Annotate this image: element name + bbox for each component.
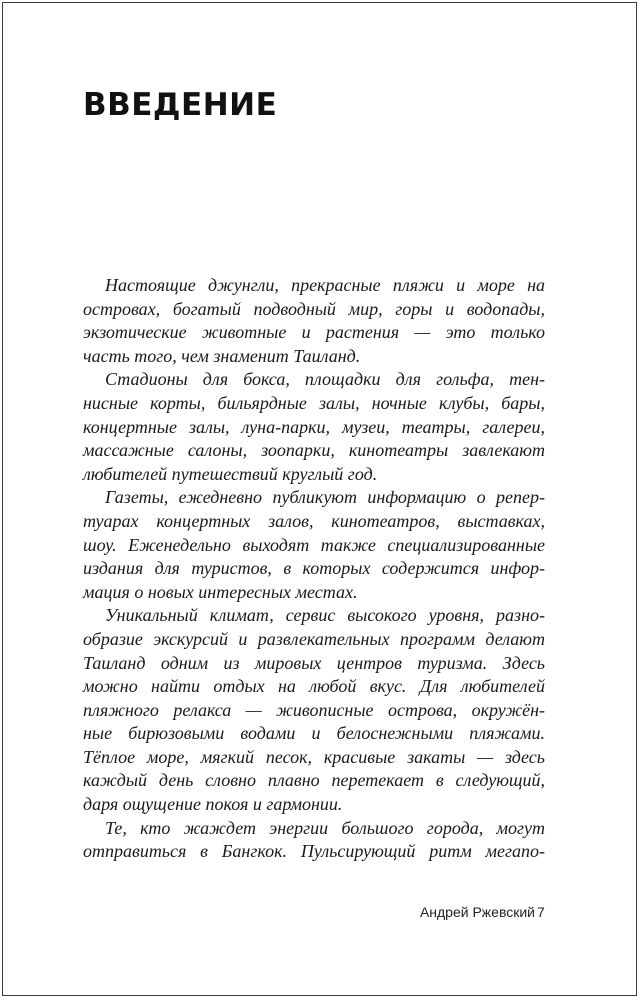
running-footer-author: Андрей Ржевский — [419, 904, 535, 920]
text-line: отправиться в Бангкок. Пульсирующий ритм мегапо- — [83, 841, 545, 862]
text-line: можно найти отдых на любой вкус. Для любителей — [83, 676, 545, 697]
chapter-title: ВВЕДЕНИЕ — [83, 87, 278, 123]
page-number: 7 — [537, 904, 545, 920]
book-page — [2, 2, 637, 996]
text-line: Стадионы для бокса, площадки для гольфа, тен- — [105, 369, 545, 390]
text-line: даря ощущение покоя и гармонии. — [83, 794, 343, 815]
text-line: экзотические животные и растения — это только — [83, 322, 545, 343]
text-line: пляжного релакса — живописные острова, окружён- — [83, 699, 545, 720]
text-line: концертные залы, луна-парки, музеи, театры, галереи, — [83, 416, 545, 437]
text-line: нисные корты, бильярдные залы, ночные клубы, бары, — [83, 392, 545, 413]
text-line: Настоящие джунгли, прекрасные пляжи и море на — [105, 275, 545, 295]
text-line: Те, кто жаждет энергии большого города, могут — [105, 817, 545, 838]
text-line: Газеты, ежедневно публикуют информацию о репер- — [105, 487, 545, 508]
text-line: мация о новых интересных местах. — [83, 581, 358, 602]
text-line: Таиланд одним из мировых центров туризма. Здесь — [83, 652, 545, 673]
text-line: издания для туристов, в которых содержится инфор- — [83, 558, 545, 579]
text-line: шоу. Еженедельно выходят также специализированные — [83, 534, 545, 555]
text-line: любителей путешествий круглый год. — [83, 463, 378, 484]
text-line: туарах концертных залов, кинотеатров, выставках, — [83, 510, 545, 531]
text-line: Тёплое море, мягкий песок, красивые закаты — здесь — [83, 746, 545, 767]
body-text — [83, 274, 545, 864]
text-line: ные бирюзовыми водами и белоснежными пляжами. — [83, 723, 545, 744]
text-line: островах, богатый подводный мир, горы и водопады, — [83, 298, 545, 319]
text-line: каждый день словно плавно перетекает в следующий, — [83, 770, 545, 791]
text-line: часть того, чем знаменит Таиланд. — [83, 345, 361, 366]
text-line: массажные салоны, зоопарки, кинотеатры завлекают — [83, 440, 545, 461]
text-line: образие экскурсий и развлекательных программ делают — [83, 628, 545, 649]
text-line: Уникальный климат, сервис высокого уровня, разно- — [105, 605, 545, 626]
